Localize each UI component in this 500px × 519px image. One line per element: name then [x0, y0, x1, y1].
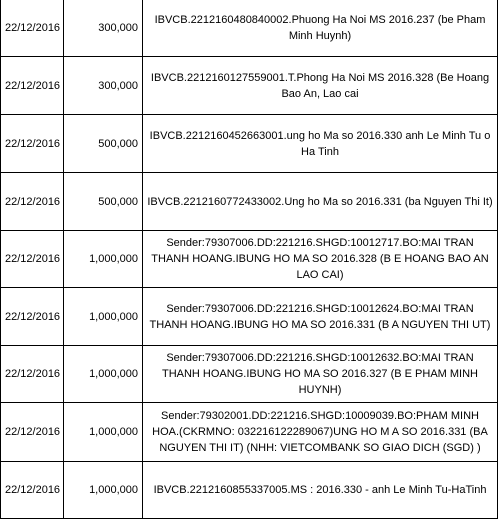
- description-cell: Sender:79307006.DD:221216.SHGD:10012717.BO:MAI TRAN THANH HOANG.IBUNG HO MA SO 2016.328 (B E HOANG BAO AN LAO CAI): [143, 231, 498, 288]
- description-cell: Sender:79307006.DD:221216.SHGD:10012624.BO:MAI TRAN THANH HOANG.IBUNG HO MA SO 2016.331 (B A NGUYEN THI UT): [143, 288, 498, 346]
- amount-cell: 300,000: [64, 57, 143, 115]
- amount-cell: 500,000: [64, 115, 143, 173]
- description-cell: Sender:79307006.DD:221216.SHGD:10012632.BO:MAI TRAN THANH HOANG.IBUNG HO MA SO 2016.327 (B E PHAM MINH HUYNH): [143, 346, 498, 403]
- amount-cell: 500,000: [64, 173, 143, 231]
- table-row: [1, 0, 498, 57]
- amount-cell: 1,000,000: [64, 462, 143, 519]
- table-row: [1, 173, 498, 231]
- table-row: [1, 115, 498, 173]
- amount-cell: 1,000,000: [64, 403, 143, 462]
- amount-cell: 300,000: [64, 0, 143, 57]
- amount-cell: 1,000,000: [64, 231, 143, 288]
- table-row: [1, 57, 498, 115]
- table-row: [1, 231, 498, 288]
- table-row: [1, 462, 498, 519]
- date-cell: 22/12/2016: [1, 173, 64, 231]
- description-cell: IBVCB.2212160772433002.Ung ho Ma so 2016.331 (ba Nguyen Thi It): [143, 173, 498, 231]
- date-cell: 22/12/2016: [1, 288, 64, 346]
- table-row: [1, 288, 498, 346]
- description-cell: IBVCB.2212160452663001.ung ho Ma so 2016.330 anh Le Minh Tu o Ha Tinh: [143, 115, 498, 173]
- table-row: [1, 403, 498, 462]
- date-cell: 22/12/2016: [1, 462, 64, 519]
- description-cell: IBVCB.2212160480840002.Phuong Ha Noi MS 2016.237 (be Pham Minh Huynh): [143, 0, 498, 57]
- description-cell: Sender:79302001.DD:221216.SHGD:10009039.BO:PHAM MINH HOA.(CKRMNO: 032216122289067)UNG HO M A SO 2016.331 (BA NGUYEN THI IT) (NHH: VIETCOMBANK SO GIAO DICH (SGD) ): [143, 403, 498, 462]
- amount-cell: 1,000,000: [64, 346, 143, 403]
- date-cell: 22/12/2016: [1, 115, 64, 173]
- date-cell: 22/12/2016: [1, 403, 64, 462]
- date-cell: 22/12/2016: [1, 346, 64, 403]
- description-cell: IBVCB.2212160127559001.T.Phong Ha Noi MS 2016.328 (Be Hoang Bao An, Lao cai: [143, 57, 498, 115]
- amount-cell: 1,000,000: [64, 288, 143, 346]
- date-cell: 22/12/2016: [1, 57, 64, 115]
- date-cell: 22/12/2016: [1, 0, 64, 57]
- description-cell: IBVCB.2212160855337005.MS : 2016.330 - anh Le Minh Tu-HaTinh: [143, 462, 498, 519]
- date-cell: 22/12/2016: [1, 231, 64, 288]
- table-row: [1, 346, 498, 403]
